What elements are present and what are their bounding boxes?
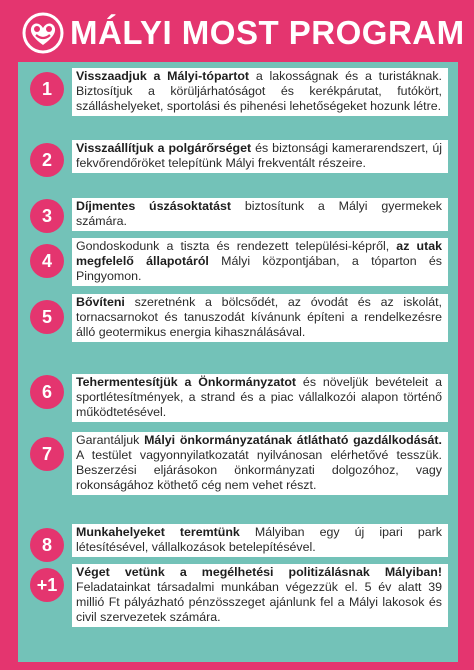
- page-title: MÁLYI MOST PROGRAM: [70, 14, 465, 51]
- program-item: [72, 68, 448, 116]
- item-text: biztosítunk a Mályi gyermekek számára.: [76, 199, 442, 228]
- item-highlight-text: Véget vetünk a megélhetési politizálásnak Mályiban!: [76, 565, 442, 579]
- item-highlight-text: Bővíteni: [76, 295, 125, 309]
- item-number-badge: 6: [30, 375, 64, 409]
- program-item: [72, 432, 448, 495]
- item-number-badge: 4: [30, 244, 64, 278]
- item-highlight-text: Munkahelyeket teremtünk: [76, 525, 240, 539]
- item-number-badge: 2: [30, 143, 64, 177]
- item-highlight-text: Mályi önkormányzatának átlátható gazdálkodását.: [144, 433, 442, 447]
- logo-heart-people-icon: [22, 12, 64, 54]
- item-number-badge: 1: [30, 72, 64, 106]
- item-text: Mályiban egy új ipari park létesítésével, vállalkozások betelepítésével.: [76, 525, 442, 554]
- item-text: Feladatainkat társadalmi munkában végezzük el. 5 év alatt 39 millió Ft pályázható pénzösszeget ajánlunk fel a Mályi lakosok és civil szervezetek számára.: [76, 580, 442, 624]
- program-item: [72, 238, 448, 286]
- item-highlight-text: Díjmentes úszásoktatást: [76, 199, 232, 213]
- header: [0, 0, 474, 62]
- program-item: [72, 198, 448, 231]
- item-text: és biztonsági kamerarendszert, új fekvőrendőröket telepítünk Mályi frekventált részeire.: [76, 141, 443, 170]
- item-text: Gondoskodunk a tiszta és rendezett települési-képről,: [76, 239, 397, 253]
- program-item: [72, 294, 448, 342]
- item-number-badge: +1: [30, 568, 64, 602]
- program-item: [72, 564, 448, 627]
- item-text: és növeljük bevételeit a sportlétesítmények, a strand és a piac vállalkozói alapon történő működtetésével.: [76, 375, 442, 419]
- item-highlight-text: az utak megfelelő állapotáról: [76, 239, 442, 268]
- item-text: A testület vagyonnyilatkozatát nyilvánosan elérhetővé tesszük. Beszerzési eljárásokon önkormányzati dolgozóhoz, vagy rokonságához köthető cég nem vehet részt.: [76, 448, 442, 492]
- item-number-badge: 8: [30, 528, 64, 562]
- item-number-badge: 5: [30, 300, 64, 334]
- item-highlight-text: Visszaállítjuk a polgárőrséget: [76, 141, 252, 155]
- item-text: szeretnénk a bölcsődét, az óvodát és az iskolát, tornacsarnokot és tanuszodát kívánunk építeni a rendelkezésre álló geotermikus energia kihasználásával.: [76, 295, 442, 339]
- program-item: [72, 524, 448, 557]
- item-highlight-text: Visszaadjuk a Mályi-tópartot: [76, 69, 250, 83]
- program-item: [72, 374, 448, 422]
- item-number-badge: 3: [30, 199, 64, 233]
- item-text: Mályi központjában, a tóparton és Pingyomon.: [76, 254, 442, 283]
- item-highlight-text: Tehermentesítjük a Önkormányzatot: [76, 375, 297, 389]
- item-text: Garantáljuk: [76, 433, 145, 447]
- program-item: [72, 140, 448, 173]
- item-number-badge: 7: [30, 437, 64, 471]
- item-text: a lakosságnak és a turistáknak. Biztosítjuk a körüljárhatóságot és kerékpárutat, futókört, szálláshelyeket, sportolási és pihenési lehetőségeket hozunk létre.: [76, 69, 442, 113]
